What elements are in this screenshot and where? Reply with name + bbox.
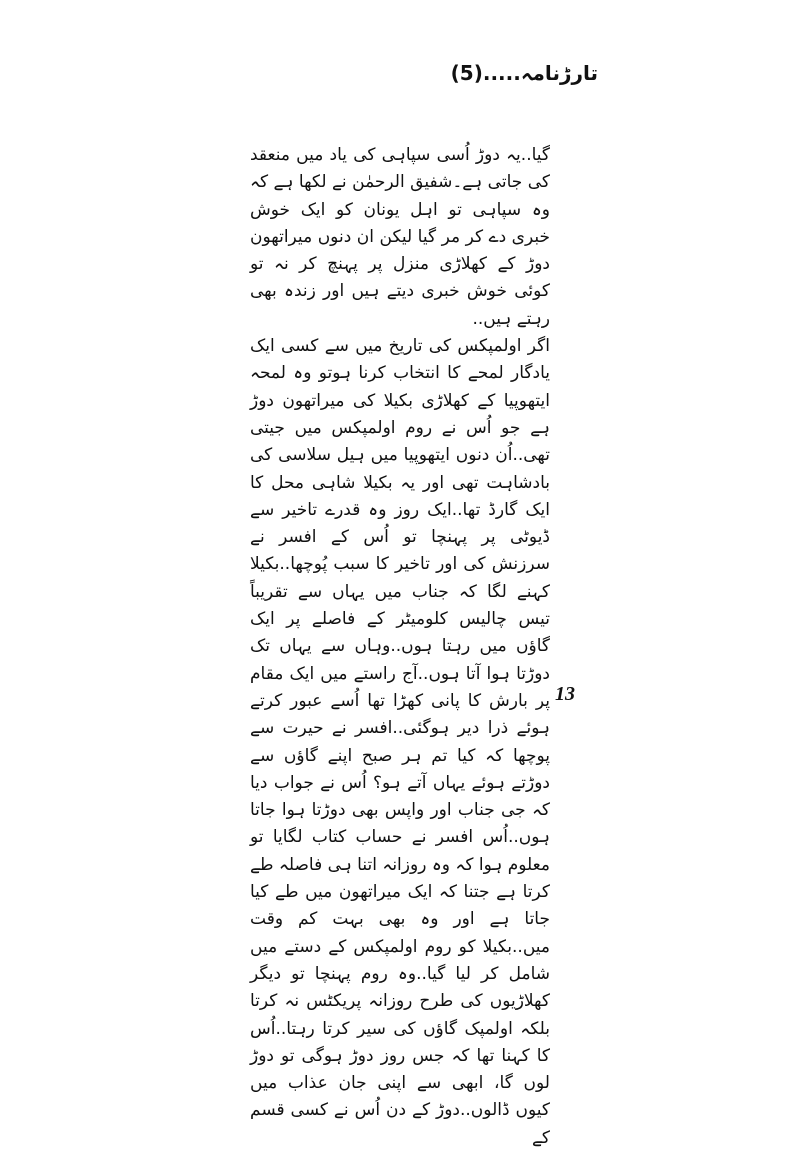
paragraph-1: گیا..یہ دوڑ اُسی سپاہی کی یاد میں منعقد کی جاتی ہے۔شفیق الرحمٰن نے لکھا ہے کہ وہ سپاہی تو اہل یونان کو ایک خوش خبری دے کر مر گیا لیکن ان دنوں میراتھون دوڑ کے کھلاڑی منزل پر پہنچ کر نہ تو کوئی خوش خبری دیتے ہیں اور زندہ بھی رہتے ہیں.. (250, 145, 550, 329)
paragraph-2: اگر اولمپکس کی تاریخ میں سے کسی ایک یادگار لمحے کا انتخاب کرنا ہوتو وہ لمحہ ایتھوپیا کے کھلاڑی بکیلا کی میراتھون دوڑ ہے جو اُس نے روم اولمپکس میں جیتی تھی..اُن دنوں ایتھوپیا میں ہیل سلاسی کی بادشاہت تھی اور یہ بکیلا شاہی محل کا ایک گارڈ تھا..ایک روز وہ قدرے تاخیر سے ڈیوٹی پر پہنچا تو اُس کے افسر نے سرزنش کی اور تاخیر کا سبب پُوچھا..بکیلا کہنے لگا کہ جناب میں یہاں سے تقریباً تیس چالیس کلومیٹر کے فاصلے پر ایک گاؤں میں رہتا ہوں..وہاں سے یہاں تک دوڑتا ہوا آتا ہوں..آج راستے میں ایک مقام پر بارش کا پانی کھڑا تھا اُسے عبور کرتے ہوئے ذرا دیر ہوگئی..افسر نے حیرت سے پوچھا کہ کیا تم ہر صبح اپنے گاؤں سے دوڑتے ہوئے یہاں آتے ہو؟ اُس نے جواب دیا کہ جی جناب اور واپس بھی دوڑتا ہوا جاتا ہوں..اُس افسر نے حساب کتاب لگایا تو معلوم ہوا کہ وہ روزانہ اتنا ہی فاصلہ طے کرتا ہے جتنا کہ ایک میراتھون میں طے کیا جاتا ہے اور وہ بھی بہت کم وقت میں..بکیلا کو روم اولمپکس کے دستے میں شامل کر لیا گیا..وہ روم پہنچا تو دیگر کھلاڑیوں کی طرح روزانہ پریکٹس نہ کرتا بلکہ اولمپک گاؤں کی سیر کرتا رہتا..اُس کا کہنا تھا کہ جس روز دوڑ ہوگی تو دوڑ لوں گا، ابھی سے اپنی جان عذاب میں کیوں ڈالوں..دوڑ کے دن اُس نے کسی قسم کے (250, 336, 550, 1148)
page-number: 13 (555, 683, 575, 705)
body-text (250, 142, 550, 1152)
running-head: تارڑنامہ.....(5) (450, 61, 598, 85)
